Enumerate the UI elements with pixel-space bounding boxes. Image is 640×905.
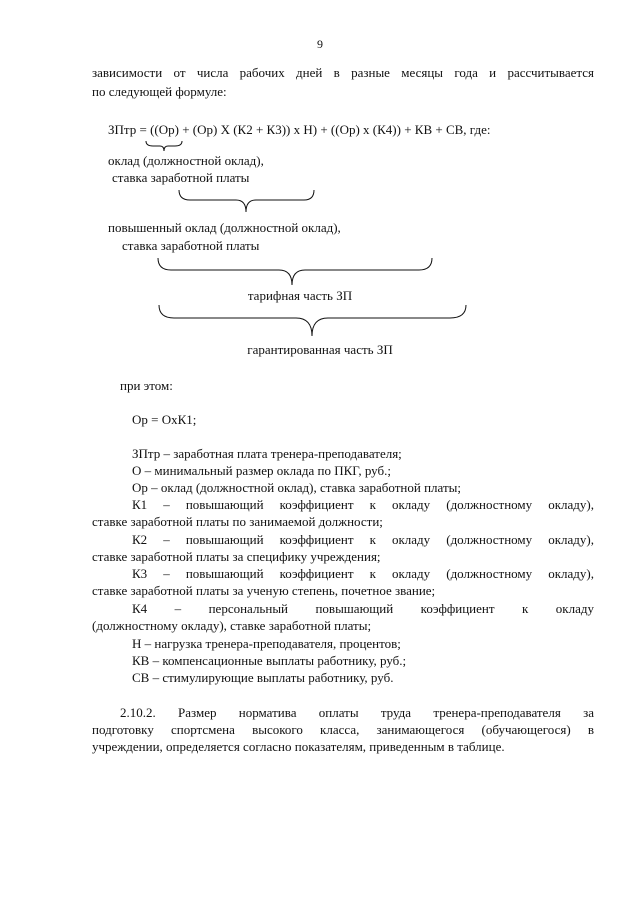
- def-k4-line-1: К4 – персональный повышающий коэффициент к окладу: [132, 601, 594, 616]
- formula: ЗПтр = ((Ор) + (Ор) Х (К2 + К3)) х Н) + ((Ор) х (К4)) + КВ + СВ, где:: [108, 122, 491, 137]
- def-k2-line-2: ставке заработной платы за специфику учреждения;: [92, 549, 381, 564]
- brace-1: [145, 140, 185, 152]
- section-line-2: подготовку спортсмена высокого класса, занимающегося (обучающегося) в: [92, 722, 594, 737]
- brace-1-label-line-2: ставка заработной платы: [112, 170, 250, 185]
- def-k3-line-2: ставке заработной платы за ученую степень, почетное звание;: [92, 583, 436, 598]
- def-sv: СВ – стимулирующие выплаты работнику, руб.: [132, 670, 394, 685]
- brace-4: [158, 304, 470, 338]
- brace-2: [178, 189, 318, 215]
- def-k1-line-2: ставке заработной платы по занимаемой должности;: [92, 514, 383, 529]
- op-formula: Ор = ОхК1;: [132, 412, 197, 427]
- def-op: Ор – оклад (должностной оклад), ставка заработной платы;: [132, 480, 462, 495]
- brace-2-label-line-2: ставка заработной платы: [122, 238, 260, 253]
- def-k2-line-1: К2 – повышающий коэффициент к окладу (должностному окладу),: [132, 532, 594, 547]
- def-o: О – минимальный размер оклада по ПКГ, руб.;: [132, 463, 391, 478]
- brace-3-label: тарифная часть ЗП: [247, 288, 353, 303]
- pri-etom: при этом:: [120, 378, 173, 393]
- page-number: 9: [317, 37, 323, 51]
- def-k4-line-2: (должностному окладу), ставке заработной платы;: [92, 618, 372, 633]
- def-k3-line-1: К3 – повышающий коэффициент к окладу (должностному окладу),: [132, 566, 594, 581]
- brace-3: [157, 257, 437, 287]
- brace-2-label-line-1: повышенный оклад (должностной оклад),: [108, 220, 341, 235]
- brace-1-label-line-1: оклад (должностной оклад),: [108, 153, 264, 168]
- section-line-1: 2.10.2. Размер норматива оплаты труда тренера-преподавателя за: [120, 705, 594, 720]
- def-n: Н – нагрузка тренера-преподавателя, процентов;: [132, 636, 401, 651]
- def-zptr: ЗПтр – заработная плата тренера-преподавателя;: [132, 446, 402, 461]
- def-kv: КВ – компенсационные выплаты работнику, руб.;: [132, 653, 407, 668]
- brace-4-label: гарантированная часть ЗП: [247, 342, 393, 357]
- section-line-3: учреждении, определяется согласно показателям, приведенным в таблице.: [92, 739, 505, 754]
- intro-line-1: зависимости от числа рабочих дней в разные месяцы года и рассчитывается: [92, 65, 594, 80]
- intro-line-2: по следующей формуле:: [92, 84, 227, 99]
- def-k1-line-1: К1 – повышающий коэффициент к окладу (должностному окладу),: [132, 497, 594, 512]
